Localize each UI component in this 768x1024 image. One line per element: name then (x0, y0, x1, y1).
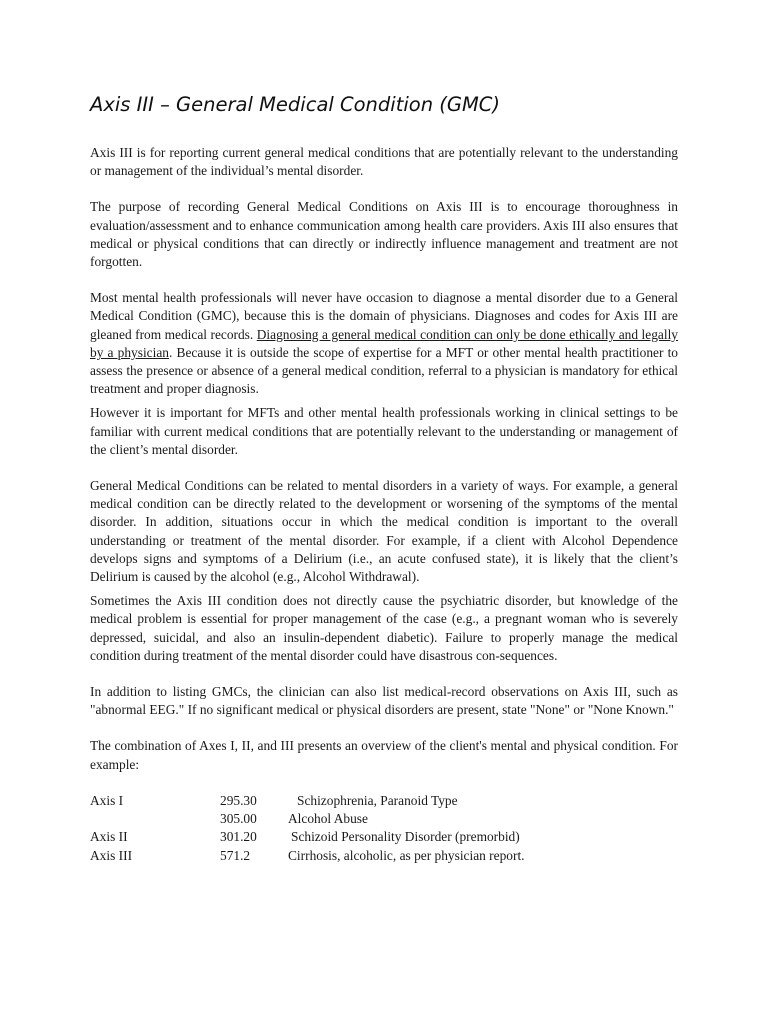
code-cell: 305.00 (220, 811, 257, 827)
axis-cell: Axis III (90, 847, 133, 863)
paragraph-overview: The combination of Axes I, II, and III presents an overview of the client's mental and physical condition. For example: (90, 738, 678, 772)
table-row (90, 792, 525, 810)
paragraph-purpose: The purpose of recording General Medical Conditions on Axis III is to encourage thoroughness in evaluation/assessment and to enhance communication among health care providers. Axis III also ensures that medical or physical conditions that can directly or indirectly influence management and treatment are not forgotten. (90, 199, 678, 270)
axis-example-table (90, 792, 525, 865)
paragraph-intro: Axis III is for reporting current general medical conditions that are potentially relevant to the understanding or management of the individual’s mental disorder. (90, 145, 678, 179)
document-title: Axis III – General Medical Condition (GMC) (90, 93, 501, 116)
document-page (90, 92, 678, 865)
description-cell: Schizoid Personality Disorder (premorbid) (291, 829, 520, 845)
axis-cell (90, 810, 220, 828)
description-cell: Alcohol Abuse (288, 811, 368, 827)
table-row (90, 810, 525, 828)
description-cell: Cirrhosis, alcoholic, as per physician report. (288, 847, 525, 863)
paragraph-observations: In addition to listing GMCs, the clinician can also list medical-record observations on Axis III, such as "abnormal EEG." If no significant medical or physical disorders are present, state "None" or "None Known." (90, 684, 678, 718)
table-row (90, 847, 525, 865)
diagnosis-text-start: Most mental health professionals will never have occasion to diagnose a mental disorder due to a General Medical Condition (GMC), because this is the domain of physicians. Diagnoses and codes for Axis III are gleaned from medical records. (90, 290, 678, 342)
diagnosis-text-end: . Because it is outside the scope of expertise for a MFT or other mental health practitioner to assess the presence or absence of a general medical condition, referral to a physician is mandatory for ethical treatment and proper diagnosis. (90, 344, 678, 397)
paragraph-importance: However it is important for MFTs and other mental health professionals working in clinical settings to be familiar with current medical conditions that are potentially relevant to the understanding or management of the client’s mental disorder. (90, 405, 678, 457)
description-cell: Schizophrenia, Paranoid Type (297, 792, 458, 808)
diagnosis-underlined-text: Diagnosing a general medical condition can only be done ethically and legally by a physician (90, 326, 678, 360)
code-cell: 295.30 (220, 792, 257, 808)
axis-cell: Axis II (90, 829, 128, 845)
table-row (90, 828, 525, 846)
code-cell: 301.20 (220, 829, 257, 845)
code-cell: 571.2 (220, 847, 251, 863)
paragraph-indirect: Sometimes the Axis III condition does not directly cause the psychiatric disorder, but knowledge of the medical problem is essential for proper management of the case (e.g., a pregnant woman who is severely depressed, suicidal, and also an insulin-dependent diabetic). Failure to properly manage the medical condition during treatment of the mental disorder could have disastrous con-sequences. (90, 593, 678, 663)
axis-cell: Axis I (90, 792, 124, 808)
paragraph-relationships: General Medical Conditions can be related to mental disorders in a variety of ways. For example, a general medical condition can be directly related to the development or worsening of the symptoms of the mental disorder. In addition, situations occur in which the medical condition is important to the overall understanding or treatment of the mental disorder. For example, if a client with Alcohol Dependence develops signs and symptoms of a Delirium (i.e., an acute confused state), it is likely that the client’s Delirium is caused by the alcohol (e.g., Alcohol Withdrawal). (90, 478, 678, 585)
paragraph-diagnosis (90, 289, 678, 398)
